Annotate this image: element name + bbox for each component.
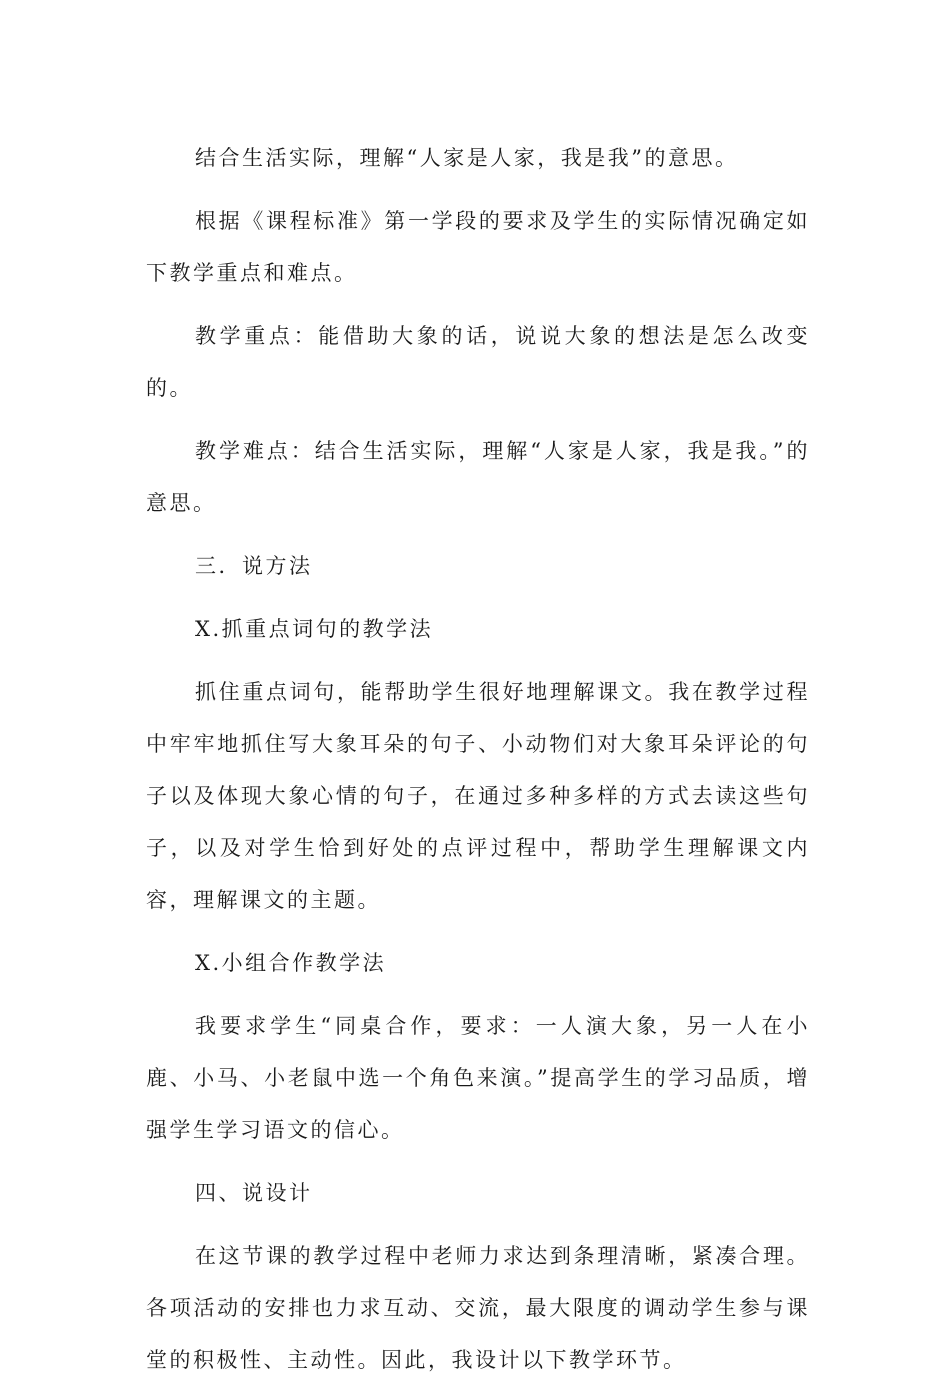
section-heading: 三．说方法 bbox=[195, 554, 313, 578]
paragraph: 抓住重点词句，能帮助学生很好地理解课文。我在教学过程中牢牢地抓住写大象耳朵的句子、小动物们对大象耳朵评论的句子以及体现大象心情的句子，在通过多种多样的方式去读这些句子，以及对学生恰到好处的点评过程中，帮助学生理解课文内容，理解课文的主题。 bbox=[146, 680, 810, 912]
paragraph: 结合生活实际，理解“人家是人家，我是我”的意思。 bbox=[195, 146, 739, 170]
subsection-heading: X.抓重点词句的教学法 bbox=[195, 617, 434, 641]
paragraph: 教学难点：结合生活实际，理解“人家是人家，我是我。”的意思。 bbox=[146, 439, 810, 515]
paragraph: 根据《课程标准》第一学段的要求及学生的实际情况确定如下教学重点和难点。 bbox=[146, 209, 810, 285]
paragraph: 教学重点：能借助大象的话，说说大象的想法是怎么改变的。 bbox=[146, 324, 810, 400]
section-heading: 四、说设计 bbox=[195, 1181, 313, 1205]
document-body bbox=[146, 132, 810, 1397]
paragraph: 在这节课的教学过程中老师力求达到条理清晰，紧凑合理。各项活动的安排也力求互动、交流，最大限度的调动学生参与课堂的积极性、主动性。因此，我设计以下教学环节。 bbox=[146, 1244, 810, 1372]
paragraph: 我要求学生“同桌合作，要求：一人演大象，另一人在小鹿、小马、小老鼠中选一个角色来演。”提高学生的学习品质，增强学生学习语文的信心。 bbox=[146, 1014, 810, 1142]
subsection-heading: X.小组合作教学法 bbox=[195, 951, 387, 975]
